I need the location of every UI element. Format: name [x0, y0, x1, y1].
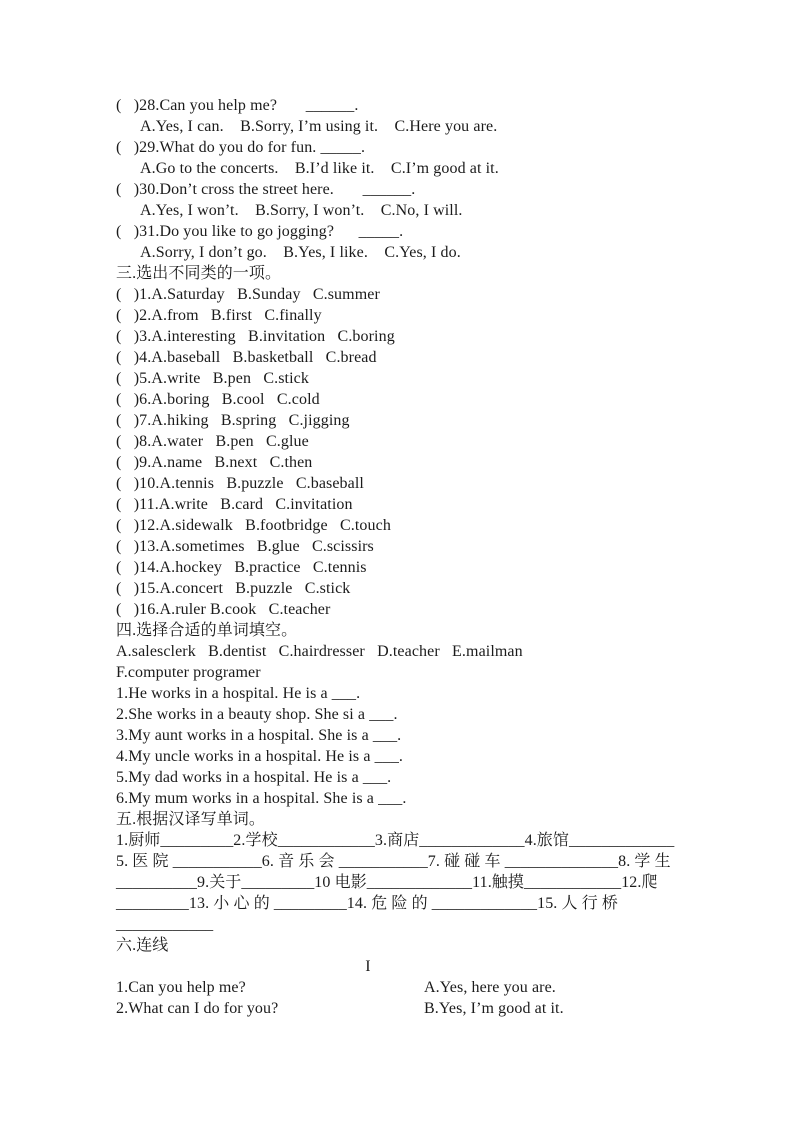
- text-line: ( )28.Can you help me? ______.: [116, 97, 359, 114]
- text-line: ( )13.A.sometimes B.glue C.scissirs: [116, 538, 374, 555]
- text-line: ( )12.A.sidewalk B.footbridge C.touch: [116, 517, 391, 534]
- text-line: ( )2.A.from B.first C.finally: [116, 307, 322, 324]
- text-line: ( )7.A.hiking B.spring C.jigging: [116, 412, 350, 429]
- word-bank: A.salesclerk B.dentist C.hairdresser D.teacher E.mailman: [116, 643, 523, 660]
- match-left-item: 1.Can you help me?: [116, 979, 246, 996]
- text-line: 4.My uncle works in a hospital. He is a ___.: [116, 748, 404, 765]
- text-line: 3.My aunt works in a hospital. She is a ___.: [116, 727, 402, 744]
- match-right-item: A.Yes, here you are.: [424, 979, 556, 996]
- text-line: _________13. 小 心 的 _________14. 危 险 的 _____________15. 人 行 桥: [116, 895, 618, 912]
- section-choice-questions: [116, 95, 678, 263]
- text-line: A.Yes, I won’t. B.Sorry, I won’t. C.No, I will.: [140, 202, 463, 219]
- text-line: ( )4.A.baseball B.basketball C.bread: [116, 349, 377, 366]
- section-translate: [116, 809, 678, 935]
- text-line: ( )1.A.Saturday B.Sunday C.summer: [116, 286, 380, 303]
- text-line: ( )15.A.concert B.puzzle C.stick: [116, 580, 351, 597]
- text-line: ( )6.A.boring B.cool C.cold: [116, 391, 320, 408]
- section-matching: [116, 935, 678, 1019]
- section-heading: 六.连线: [116, 937, 169, 954]
- section-heading: 三.选出不同类的一项。: [116, 265, 282, 282]
- text-line: 5.My dad works in a hospital. He is a ___.: [116, 769, 392, 786]
- match-right-item: B.Yes, I’m good at it.: [424, 1000, 564, 1017]
- section-heading: 五.根据汉译写单词。: [116, 811, 266, 828]
- section-heading: 四.选择合适的单词填空。: [116, 622, 298, 639]
- text-line: ( )16.A.ruler B.cook C.teacher: [116, 601, 331, 618]
- match-row: [116, 977, 678, 998]
- text-line: 5. 医 院 ___________6. 音 乐 会 ___________7. 碰 碰 车 ______________8. 学 生: [116, 853, 671, 870]
- text-line: 1.厨师_________2.学校____________3.商店_____________4.旅馆_____________: [116, 832, 675, 849]
- text-line: 1.He works in a hospital. He is a ___.: [116, 685, 361, 702]
- match-left-item: 2.What can I do for you?: [116, 1000, 279, 1017]
- text-line: ( )29.What do you do for fun. _____.: [116, 139, 366, 156]
- document-content: [116, 95, 678, 1019]
- text-line: ( )3.A.interesting B.invitation C.boring: [116, 328, 395, 345]
- word-bank: F.computer programer: [116, 664, 261, 681]
- text-line: ( )8.A.water B.pen C.glue: [116, 433, 309, 450]
- text-line: ____________: [116, 916, 214, 933]
- text-line: ( )9.A.name B.next C.then: [116, 454, 313, 471]
- matching-part-label: I: [365, 958, 371, 975]
- text-line: ( )30.Don’t cross the street here. ______.: [116, 181, 416, 198]
- text-line: 6.My mum works in a hospital. She is a ___.: [116, 790, 407, 807]
- text-line: ( )11.A.write B.card C.invitation: [116, 496, 353, 513]
- text-line: A.Yes, I can. B.Sorry, I’m using it. C.Here you are.: [140, 118, 498, 135]
- section-odd-one-out: [116, 263, 678, 620]
- text-line: ( )14.A.hockey B.practice C.tennis: [116, 559, 367, 576]
- text-line: A.Go to the concerts. B.I’d like it. C.I’m good at it.: [140, 160, 499, 177]
- section-fill-words: [116, 620, 678, 809]
- text-line: __________9.关于_________10 电影_____________11.触摸____________12.爬: [116, 874, 658, 891]
- text-line: ( )31.Do you like to go jogging? _____.: [116, 223, 404, 240]
- text-line: 2.She works in a beauty shop. She si a ___.: [116, 706, 398, 723]
- text-line: ( )10.A.tennis B.puzzle C.baseball: [116, 475, 364, 492]
- text-line: ( )5.A.write B.pen C.stick: [116, 370, 309, 387]
- text-line: A.Sorry, I don’t go. B.Yes, I like. C.Yes, I do.: [140, 244, 461, 261]
- match-row: [116, 998, 678, 1019]
